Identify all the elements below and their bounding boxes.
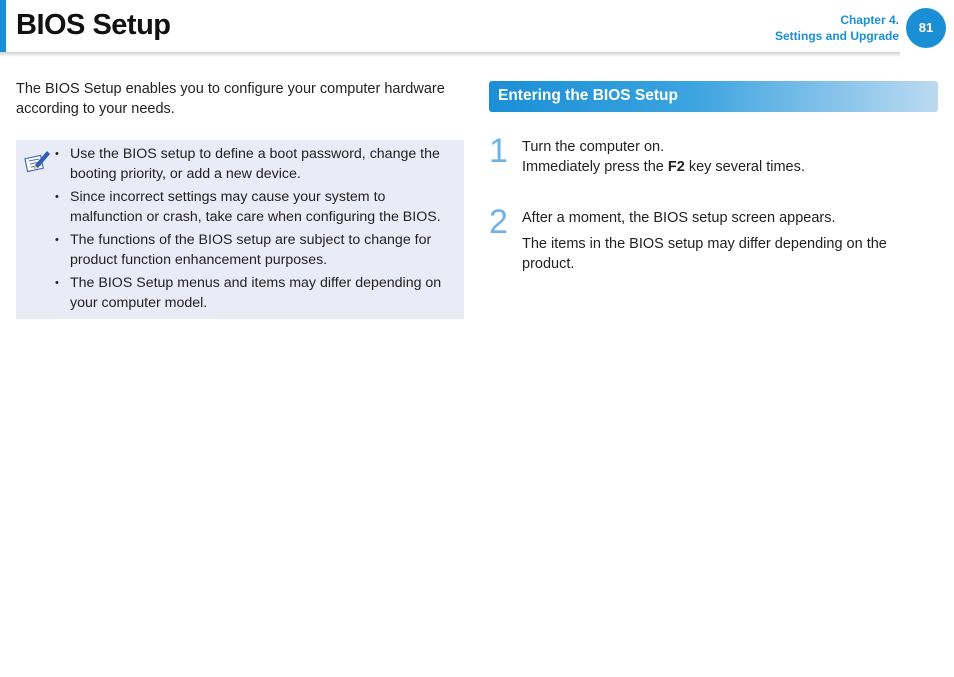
page-title: BIOS Setup: [16, 9, 171, 41]
key-name: F2: [667, 159, 685, 175]
section-header: [489, 81, 938, 112]
note-item: • The BIOS Setup menus and items may differ depending on your computer model.: [54, 274, 456, 313]
note-item: • The functions of the BIOS setup are subject to change for product function enhancement purposes.: [54, 231, 456, 270]
step-line-part: key several times.: [684, 159, 805, 175]
step-text: [522, 137, 932, 177]
chapter-title: Settings and Upgrade: [774, 29, 899, 43]
page-number-badge: 81: [906, 8, 946, 48]
step-number: 2: [489, 203, 508, 241]
step-line: [522, 157, 932, 177]
step-line: After a moment, the BIOS setup screen appears.: [522, 210, 836, 226]
note-item: • Use the BIOS setup to define a boot password, change the booting priority, or add a new device.: [54, 145, 456, 184]
step-text: [522, 208, 932, 274]
step-number: 1: [489, 132, 508, 170]
note-list: [54, 145, 456, 317]
header-divider: [0, 52, 900, 57]
intro-text: The BIOS Setup enables you to configure your computer hardware according to your needs.: [16, 81, 445, 117]
header-accent-bar: [0, 0, 6, 52]
step-line: The items in the BIOS setup may differ depending on the product.: [522, 236, 887, 272]
note-item: • Since incorrect settings may cause your system to malfunction or crash, take care when configuring the BIOS.: [54, 188, 456, 227]
note-pencil-icon: [23, 148, 51, 174]
step-line: Turn the computer on.: [522, 139, 665, 155]
chapter-info: [775, 12, 899, 44]
chapter-label: Chapter 4.: [840, 13, 899, 27]
step-line-part: Immediately press the: [522, 159, 668, 175]
section-title: Entering the BIOS Setup: [498, 87, 678, 104]
note-box: [16, 140, 464, 319]
